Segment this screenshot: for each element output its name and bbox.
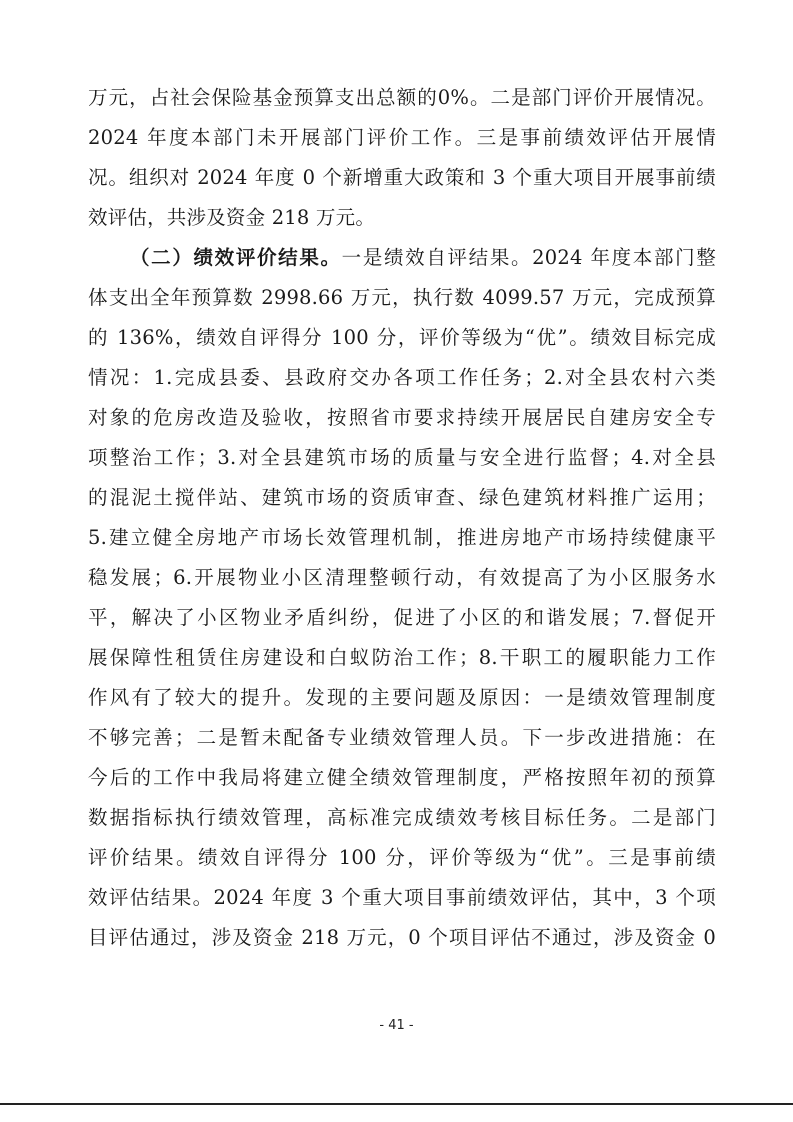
text-line: 平，解决了小区物业矛盾纠纷，促进了小区的和谐发展；7.督促开 xyxy=(88,606,716,629)
text-line: 作风有了较大的提升。发现的主要问题及原因：一是绩效管理制度 xyxy=(88,686,716,709)
text-line: 项整治工作；3.对全县建筑市场的质量与安全进行监督；4.对全县 xyxy=(88,446,716,469)
page-number: - 41 - xyxy=(379,1018,414,1033)
body-text xyxy=(88,78,716,958)
text-line: 的混泥土搅伴站、建筑市场的资质审查、绿色建筑材料推广运用； xyxy=(88,486,716,509)
text-line xyxy=(88,238,716,278)
section-heading: （二）绩效评价结果。 xyxy=(130,246,342,269)
text-line-rest: 一是绩效自评结果。2024 年度本部门整 xyxy=(341,246,716,269)
text-line: 对象的危房改造及验收，按照省市要求持续开展居民自建房安全专 xyxy=(88,406,716,429)
text-line: 情况：1.完成县委、县政府交办各项工作任务；2.对全县农村六类 xyxy=(88,366,716,389)
text-line: 万元，占社会保险基金预算支出总额的0%。二是部门评价开展情况。 xyxy=(88,86,716,109)
text-line: 稳发展；6.开展物业小区清理整顿行动，有效提高了为小区服务水 xyxy=(88,566,716,589)
text-line: 体支出全年预算数 2998.66 万元，执行数 4099.57 万元，完成预算 xyxy=(88,286,716,309)
text-line: 目评估通过，涉及资金 218 万元，0 个项目评估不通过，涉及资金 0 xyxy=(88,926,716,949)
text-line: 5.建立健全房地产市场长效管理机制，推进房地产市场持续健康平 xyxy=(88,526,716,549)
text-line: 展保障性租赁住房建设和白蚁防治工作；8.干职工的履职能力工作 xyxy=(88,646,716,669)
bottom-divider xyxy=(0,1103,793,1105)
text-line: 评价结果。绩效自评得分 100 分，评价等级为“优”。三是事前绩 xyxy=(88,846,716,869)
text-line: 不够完善；二是暂未配备专业绩效管理人员。下一步改进措施：在 xyxy=(88,726,716,749)
text-line: 2024 年度本部门未开展部门评价工作。三是事前绩效评估开展情 xyxy=(88,126,716,149)
text-line: 今后的工作中我局将建立健全绩效管理制度，严格按照年初的预算 xyxy=(88,766,716,789)
text-line: 数据指标执行绩效管理，高标准完成绩效考核目标任务。二是部门 xyxy=(88,806,716,829)
text-line: 效评估结果。2024 年度 3 个重大项目事前绩效评估，其中，3 个项 xyxy=(88,886,716,909)
text-line: 的 136%，绩效自评得分 100 分，评价等级为“优”。绩效目标完成 xyxy=(88,326,716,349)
text-line: 况。组织对 2024 年度 0 个新增重大政策和 3 个重大项目开展事前绩 xyxy=(88,166,716,189)
text-line: 效评估，共涉及资金 218 万元。 xyxy=(88,206,376,229)
